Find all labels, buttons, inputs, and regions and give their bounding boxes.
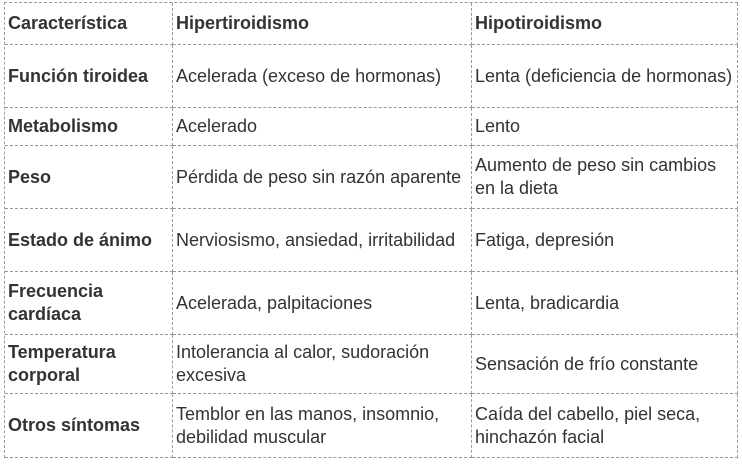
row-hyper-value: Intolerancia al calor, sudoración excesiva [173, 335, 472, 394]
row-hypo-value: Caída del cabello, piel seca, hinchazón facial [472, 394, 738, 458]
row-hypo-value: Lento [472, 108, 738, 146]
row-hypo-value: Lenta (deficiencia de hormonas) [472, 45, 738, 108]
table-row [5, 108, 738, 146]
comparison-table-container [4, 2, 738, 458]
header-hipertiroidismo: Hipertiroidismo [173, 3, 472, 45]
table-header-row [5, 3, 738, 45]
row-hyper-value: Acelerado [173, 108, 472, 146]
row-hyper-value: Temblor en las manos, insomnio, debilidad muscular [173, 394, 472, 458]
row-feature: Otros síntomas [5, 394, 173, 458]
row-feature: Peso [5, 146, 173, 209]
row-hypo-value: Fatiga, depresión [472, 209, 738, 272]
table-row [5, 209, 738, 272]
row-hyper-value: Acelerada (exceso de hormonas) [173, 45, 472, 108]
row-hypo-value: Lenta, bradicardia [472, 272, 738, 335]
table-row [5, 394, 738, 458]
header-caracteristica: Característica [5, 3, 173, 45]
row-hypo-value: Aumento de peso sin cambios en la dieta [472, 146, 738, 209]
row-hypo-value: Sensación de frío constante [472, 335, 738, 394]
row-hyper-value: Pérdida de peso sin razón aparente [173, 146, 472, 209]
row-feature: Metabolismo [5, 108, 173, 146]
row-feature: Función tiroidea [5, 45, 173, 108]
table-row [5, 272, 738, 335]
comparison-table [4, 2, 738, 458]
table-row [5, 45, 738, 108]
table-row [5, 335, 738, 394]
row-hyper-value: Acelerada, palpitaciones [173, 272, 472, 335]
table-row [5, 146, 738, 209]
row-feature: Temperatura corporal [5, 335, 173, 394]
row-hyper-value: Nerviosismo, ansiedad, irritabilidad [173, 209, 472, 272]
row-feature: Frecuencia cardíaca [5, 272, 173, 335]
row-feature: Estado de ánimo [5, 209, 173, 272]
header-hipotiroidismo: Hipotiroidismo [472, 3, 738, 45]
